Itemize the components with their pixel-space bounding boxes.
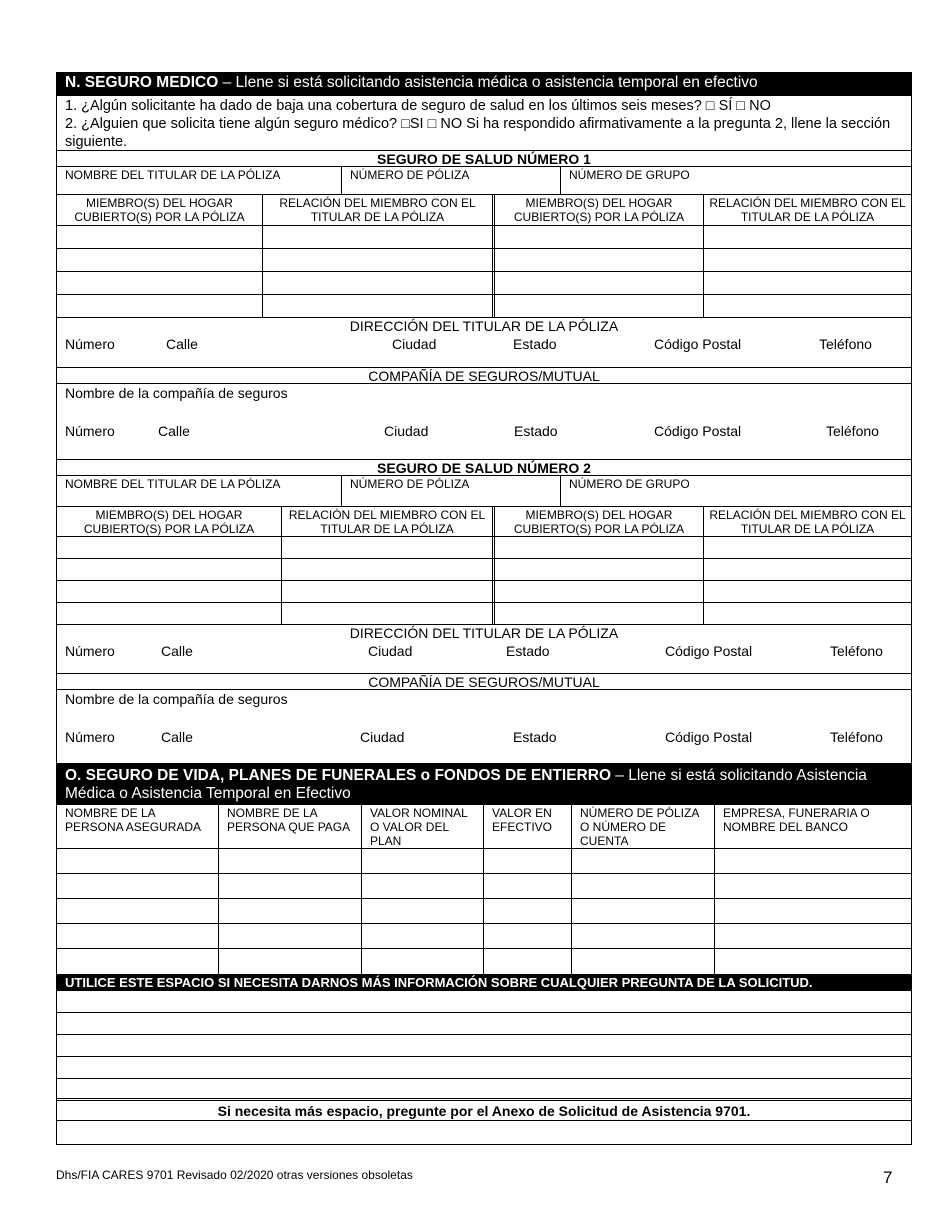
company-funeral-bank-cell[interactable] <box>715 949 911 974</box>
insurance-1-member-row <box>57 226 911 249</box>
relationship-cell[interactable] <box>263 272 495 294</box>
insurance-1-members-header <box>57 195 911 226</box>
members-covered-header: MIEMBRO(S) DEL HOGAR CUBIERTO(S) POR LA PÓLIZA <box>57 507 282 536</box>
group-number-label: NÚMERO DE GRUPO <box>569 168 690 182</box>
address-number-label: Número <box>65 729 115 745</box>
extra-info-line[interactable] <box>57 1035 911 1057</box>
relationship-cell[interactable] <box>282 603 495 624</box>
relationship-cell[interactable] <box>263 295 495 317</box>
group-number-label: NÚMERO DE GRUPO <box>569 477 690 491</box>
section-o-title: O. SEGURO DE VIDA, PLANES DE FUNERALES o FONDOS DE ENTIERRO <box>65 767 611 784</box>
member-cell[interactable] <box>495 272 704 294</box>
member-cell[interactable] <box>495 559 704 580</box>
member-cell[interactable] <box>495 295 704 317</box>
company-name-label: Nombre de la compañía de seguros <box>65 691 288 707</box>
address-zip-label: Código Postal <box>665 729 753 745</box>
cash-value-cell[interactable] <box>484 924 572 948</box>
face-value-cell[interactable] <box>362 849 484 873</box>
payer-cell[interactable] <box>219 899 362 923</box>
address-city-label: Ciudad <box>384 423 429 439</box>
section-o-header <box>57 764 911 805</box>
address-state-label: Estado <box>506 643 550 659</box>
member-cell[interactable] <box>57 249 263 271</box>
member-cell[interactable] <box>495 249 704 271</box>
extra-info-final-line[interactable] <box>57 1121 911 1144</box>
section-o-table-header <box>57 805 911 849</box>
payer-cell[interactable] <box>219 924 362 948</box>
question-1[interactable]: 1. ¿Algún solicitante ha dado de baja una cobertura de seguro de salud en los últimos seis meses? □ SÍ □ NO <box>65 98 771 114</box>
address-phone-label: Teléfono <box>819 336 872 352</box>
insurance-1-holder-address[interactable] <box>57 335 911 368</box>
relationship-cell[interactable] <box>282 559 495 580</box>
question-2[interactable]: 2. ¿Alguien que solicita tiene algún seguro médico? □SI □ NO Si ha respondido afirmativamente a la pregunta 2, llene la sección siguiente. <box>65 116 891 150</box>
relationship-cell[interactable] <box>282 581 495 602</box>
insurance-2-company-address[interactable] <box>57 728 911 764</box>
face-value-cell[interactable] <box>362 949 484 974</box>
address-phone-label: Teléfono <box>830 643 883 659</box>
member-cell[interactable] <box>57 295 263 317</box>
section-o-instructions: – Llene si está solicitando Asistencia Médica o Asistencia Temporal en Efectivo <box>65 767 867 802</box>
insurance-2-member-row <box>57 537 911 559</box>
insured-person-cell[interactable] <box>57 899 219 923</box>
member-cell[interactable] <box>57 272 263 294</box>
company-funeral-bank-cell[interactable] <box>715 899 911 923</box>
face-value-header: VALOR NOMINAL O VALOR DEL PLAN <box>362 805 484 848</box>
address-zip-label: Código Postal <box>654 423 742 439</box>
relationship-cell[interactable] <box>704 537 911 558</box>
member-cell[interactable] <box>57 537 282 558</box>
insurance-2-member-row <box>57 603 911 625</box>
members-covered-header: MIEMBRO(S) DEL HOGAR CUBIERTO(S) POR LA PÓLIZA <box>57 195 263 225</box>
insurance-1-member-row <box>57 295 911 318</box>
member-relationship-header: RELACIÓN DEL MIEMBRO CON EL TITULAR DE LA PÓLIZA <box>709 196 906 224</box>
payer-cell[interactable] <box>219 874 362 898</box>
member-cell[interactable] <box>495 226 704 248</box>
cash-value-cell[interactable] <box>484 874 572 898</box>
cash-value-cell[interactable] <box>484 849 572 873</box>
extra-info-line[interactable] <box>57 991 911 1013</box>
insurance-2-policy-holder-field[interactable] <box>57 476 342 506</box>
section-o-row <box>57 949 911 975</box>
policy-account-number-cell[interactable] <box>572 849 715 873</box>
member-cell[interactable] <box>495 537 704 558</box>
policy-holder-label: NOMBRE DEL TITULAR DE LA PÓLIZA <box>65 477 281 491</box>
address-street-label: Calle <box>166 336 198 352</box>
company-funeral-bank-cell[interactable] <box>715 924 911 948</box>
section-o-row <box>57 849 911 874</box>
insurance-1-address-heading: DIRECCIÓN DEL TITULAR DE LA PÓLIZA <box>349 318 619 334</box>
face-value-cell[interactable] <box>362 874 484 898</box>
member-cell[interactable] <box>57 581 282 602</box>
company-funeral-bank-header: EMPRESA, FUNERARIA O NOMBRE DEL BANCO <box>723 806 870 834</box>
relationship-cell[interactable] <box>704 581 911 602</box>
extra-info-line[interactable] <box>57 1079 911 1101</box>
insured-person-header: NOMBRE DE LA PERSONA ASEGURADA <box>57 805 219 848</box>
relationship-cell[interactable] <box>704 249 911 271</box>
relationship-cell[interactable] <box>704 295 911 317</box>
relationship-cell[interactable] <box>263 226 495 248</box>
company-name-label: Nombre de la compañía de seguros <box>65 385 288 401</box>
insured-person-cell[interactable] <box>57 874 219 898</box>
section-n-header <box>57 72 911 96</box>
section-n-questions <box>57 96 911 151</box>
relationship-cell[interactable] <box>704 272 911 294</box>
insurance-1-company-heading: COMPAÑÍA DE SEGUROS/MUTUAL <box>57 368 911 384</box>
face-value-cell[interactable] <box>362 899 484 923</box>
application-form <box>56 72 912 1145</box>
relationship-cell[interactable] <box>263 249 495 271</box>
insurance-1-holder-row <box>57 167 911 195</box>
address-city-label: Ciudad <box>368 643 413 659</box>
insurance-2-holder-row <box>57 476 911 507</box>
insurance-2-member-row <box>57 581 911 603</box>
address-zip-label: Código Postal <box>654 336 742 352</box>
address-number-label: Número <box>65 643 115 659</box>
more-space-note: Si necesita más espacio, pregunte por el Anexo de Solicitud de Asistencia 9701. <box>57 1101 911 1121</box>
policy-account-number-cell[interactable] <box>572 924 715 948</box>
insurance-2-company-name[interactable] <box>57 690 911 728</box>
insured-person-cell[interactable] <box>57 949 219 974</box>
members-covered-header: MIEMBRO(S) DEL HOGAR CUBIERTO(S) POR LA PÓLIZA <box>495 507 704 536</box>
insurance-1-policy-holder-field[interactable] <box>57 167 342 194</box>
page-number: 7 <box>883 1168 893 1187</box>
face-value-cell[interactable] <box>362 924 484 948</box>
insurance-1-member-row <box>57 272 911 295</box>
address-state-label: Estado <box>513 729 557 745</box>
member-cell[interactable] <box>495 581 704 602</box>
address-phone-label: Teléfono <box>826 423 879 439</box>
insurance-1-group-number-field[interactable] <box>561 167 911 194</box>
payer-cell[interactable] <box>219 849 362 873</box>
cash-value-header: VALOR EN EFECTIVO <box>484 805 572 848</box>
section-n-instructions: – Llene si está solicitando asistencia médica o asistencia temporal en efectivo <box>218 74 758 91</box>
insured-person-cell[interactable] <box>57 849 219 873</box>
company-funeral-bank-cell[interactable] <box>715 874 911 898</box>
address-street-label: Calle <box>161 729 193 745</box>
member-relationship-header: RELACIÓN DEL MIEMBRO CON EL TITULAR DE LA PÓLIZA <box>709 508 906 536</box>
address-street-label: Calle <box>158 423 190 439</box>
insurance-2-group-number-field[interactable] <box>561 476 911 506</box>
policy-account-number-cell[interactable] <box>572 899 715 923</box>
insurance-2-holder-address[interactable] <box>57 642 911 674</box>
policy-number-label: NÚMERO DE PÓLIZA <box>350 168 470 182</box>
member-cell[interactable] <box>495 603 704 624</box>
insured-person-cell[interactable] <box>57 924 219 948</box>
insurance-1-company-name[interactable] <box>57 384 911 422</box>
section-o-row <box>57 899 911 924</box>
insurance-1-company-address[interactable] <box>57 422 911 460</box>
relationship-cell[interactable] <box>704 226 911 248</box>
insurance-2-heading: SEGURO DE SALUD NÚMERO 2 <box>57 460 911 476</box>
member-relationship-header: RELACIÓN DEL MIEMBRO CON EL TITULAR DE LA PÓLIZA <box>282 507 495 536</box>
member-cell[interactable] <box>57 559 282 580</box>
section-o-row <box>57 874 911 899</box>
extra-info-header: UTILICE ESTE ESPACIO SI NECESITA DARNOS MÁS INFORMACIÓN SOBRE CUALQUIER PREGUNTA DE LA SOLICITUD. <box>57 975 911 991</box>
address-street-label: Calle <box>161 643 193 659</box>
payer-header: NOMBRE DE LA PERSONA QUE PAGA <box>219 805 362 848</box>
insurance-2-member-row <box>57 559 911 581</box>
insurance-1-policy-number-field[interactable] <box>342 167 561 194</box>
payer-cell[interactable] <box>219 949 362 974</box>
address-city-label: Ciudad <box>360 729 405 745</box>
address-number-label: Número <box>65 336 115 352</box>
address-state-label: Estado <box>514 423 558 439</box>
policy-account-number-cell[interactable] <box>572 874 715 898</box>
extra-info-line[interactable] <box>57 1013 911 1035</box>
insurance-1-heading: SEGURO DE SALUD NÚMERO 1 <box>57 151 911 167</box>
insurance-2-company-heading: COMPAÑÍA DE SEGUROS/MUTUAL <box>57 674 911 690</box>
cash-value-cell[interactable] <box>484 899 572 923</box>
relationship-cell[interactable] <box>704 559 911 580</box>
section-n-title: N. SEGURO MEDICO <box>65 74 219 91</box>
section-o-row <box>57 924 911 949</box>
cash-value-cell[interactable] <box>484 949 572 974</box>
member-cell[interactable] <box>57 226 263 248</box>
address-city-label: Ciudad <box>392 336 437 352</box>
policy-number-label: NÚMERO DE PÓLIZA <box>350 477 470 491</box>
address-state-label: Estado <box>513 336 557 352</box>
relationship-cell[interactable] <box>704 603 911 624</box>
policy-holder-label: NOMBRE DEL TITULAR DE LA PÓLIZA <box>65 168 281 182</box>
company-funeral-bank-cell[interactable] <box>715 849 911 873</box>
members-covered-header: MIEMBRO(S) DEL HOGAR CUBIERTO(S) POR LA PÓLIZA <box>495 195 704 225</box>
policy-account-number-cell[interactable] <box>572 949 715 974</box>
member-relationship-header: RELACIÓN DEL MIEMBRO CON EL TITULAR DE LA PÓLIZA <box>263 195 495 225</box>
member-cell[interactable] <box>57 603 282 624</box>
extra-info-line[interactable] <box>57 1057 911 1079</box>
insurance-1-member-row <box>57 249 911 272</box>
relationship-cell[interactable] <box>282 537 495 558</box>
address-number-label: Número <box>65 423 115 439</box>
insurance-2-members-header <box>57 507 911 537</box>
policy-account-number-header: NÚMERO DE PÓLIZA O NÚMERO DE CUENTA <box>572 805 715 848</box>
form-footer-id: Dhs/FIA CARES 9701 Revisado 02/2020 otras versiones obsoletas <box>56 1168 413 1182</box>
insurance-2-address-heading: DIRECCIÓN DEL TITULAR DE LA PÓLIZA <box>349 625 619 641</box>
address-zip-label: Código Postal <box>665 643 753 659</box>
address-phone-label: Teléfono <box>830 729 883 745</box>
insurance-2-policy-number-field[interactable] <box>342 476 561 506</box>
